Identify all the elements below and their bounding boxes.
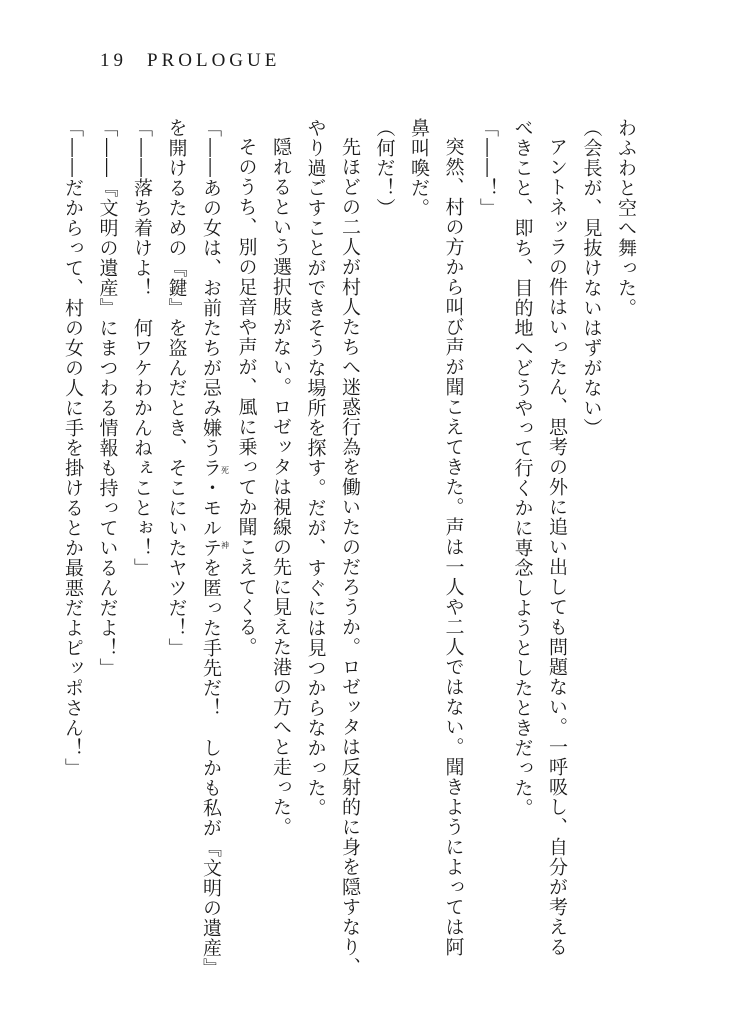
text-line: べきこと、即ち、目的地へどうやって行くかに専念しようとしたときだった。: [511, 118, 534, 818]
page-header: [100, 50, 300, 72]
text-line: 「――！」: [477, 118, 499, 218]
text-line: そのうち、別の足音や声が、風に乗ってか聞こえてくる。: [235, 137, 258, 657]
ruby-annotation: ラ・モルテ死神: [200, 458, 230, 558]
text-line: （会長が、見抜けないはずがない）: [580, 118, 603, 438]
text-line-with-ruby: 「――あの女は、お前たちが忌み嫌うラ・モルテ死神を匿った手先だ！ しかも私が『文明の遺産』: [200, 118, 230, 978]
vertical-text-body: [56, 118, 644, 978]
text-line: （何だ！）: [373, 118, 396, 218]
ruby-reading: 死神: [220, 458, 230, 558]
text-line: 隠れるという選択肢がない。ロゼッタは視線の先に見えた港の方へと走った。: [270, 137, 292, 837]
text-line: を開けるための『鍵』を盗んだとき、そこにいたヤツだ！」: [165, 118, 188, 658]
text-line: やり過ごすことができそうな場所を探す。だが、すぐには見つからなかった。: [304, 118, 327, 818]
text-line: 鼻叫喚だ。: [408, 118, 430, 218]
text-line: アントネッラの件はいったん、思考の外に追い出しても問題ない。一呼吸し、自分が考える: [546, 137, 568, 957]
section-title: PROLOGUE: [147, 50, 281, 71]
text-line: わふわと空へ舞った。: [615, 118, 637, 318]
page-number: 19: [100, 50, 127, 71]
text-line: 「――『文明の遺産』にまつわる情報も持っているんだよ！」: [96, 118, 119, 678]
text-line: 突然、村の方から叫び声が聞こえてきた。声は一人や二人ではない。聞きようによっては阿: [442, 137, 465, 957]
text-line: 先ほどの二人が村人たちへ迷惑行為を働いたのだろうか。ロゼッタは反射的に身を隠すなり、: [339, 137, 361, 977]
text-line: 「――落ち着けよ！ 何ワケわかんねぇことぉ！」: [131, 118, 153, 578]
text-line: 「――だからって、村の女の人に手を掛けるとか最悪だよピッポさん！」: [62, 118, 84, 778]
